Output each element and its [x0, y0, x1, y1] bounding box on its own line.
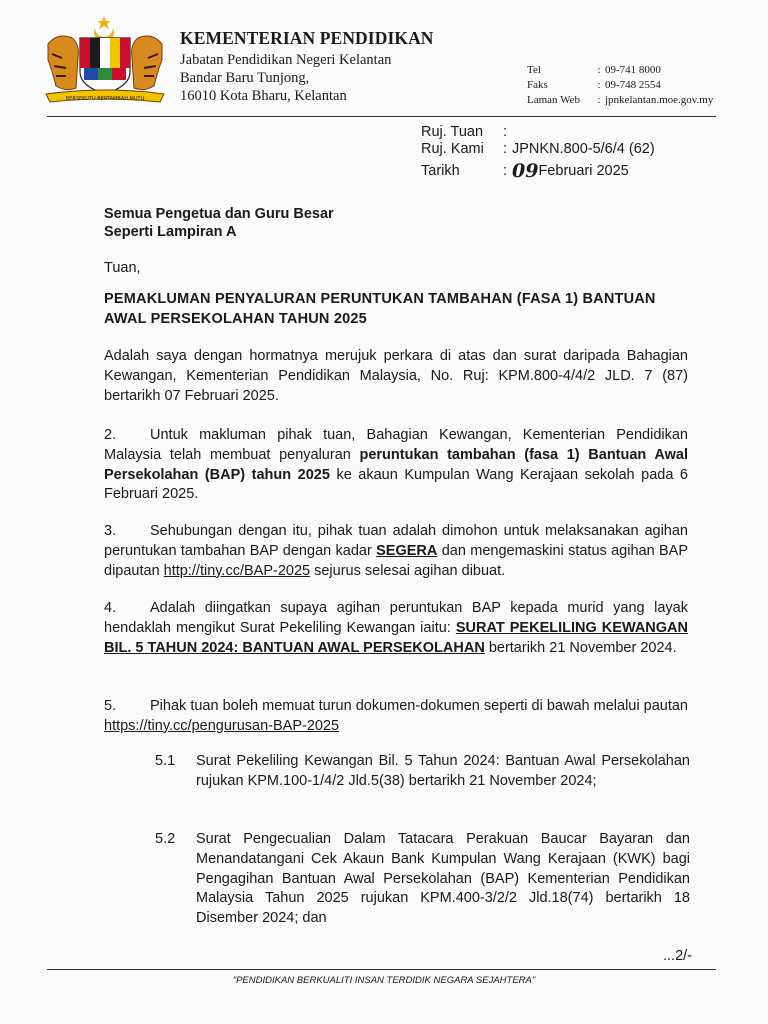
coat-of-arms-logo [40, 14, 170, 106]
recipient-line-2: Seperti Lampiran A [104, 224, 237, 240]
paragraph-3-text-c: sejurus selesai agihan dibuat. [310, 562, 506, 579]
subitem-5-2 [155, 830, 690, 929]
subitem-5-2-text: Surat Pengecualian Dalam Tatacara Perakuan Baucar Bayaran dan Menandatangani Cek Akaun Bank Kumpulan Wang Kerajaan (KWK) bagi Pengagihan Bantuan Awal Persekolahan (BAP) Kementerian Pendidikan Malaysia Tahun 2025 rujukan KPM.400-3/2/2 Jld.18(74) bertarikh 18 Disember 2024; dan [196, 831, 690, 927]
ref-kami-value: JPNKN.800-5/6/4 (62) [512, 141, 655, 157]
ref-date: Tarikh : 09Februari 2025 [421, 160, 629, 182]
subitem-5-1 [155, 752, 690, 792]
svg-text:BERSEKUTU BERTAMBAH MUTU: BERSEKUTU BERTAMBAH MUTU [65, 96, 145, 102]
paragraph-3-number: 3. [104, 523, 117, 539]
contact-web-label: Laman Web [527, 94, 580, 106]
ref-kami-label: Ruj. Kami [421, 141, 484, 157]
ref-tuan: Ruj. Tuan : [421, 124, 508, 140]
contact-fax-label: Faks [527, 79, 548, 91]
salutation: Tuan, [104, 260, 141, 276]
address-line-3: 16010 Kota Bharu, Kelantan [180, 88, 347, 104]
paragraph-3-text-b: dan mengemaskini status agihan BAP dipautan [104, 542, 688, 579]
page-continuation: ...2/- [662, 948, 692, 964]
bap-status-link[interactable]: http://tiny.cc/BAP-2025 [163, 562, 311, 579]
recipient-line-1: Semua Pengetua dan Guru Besar [104, 206, 334, 222]
contact-tel-label: Tel [527, 64, 541, 76]
paragraph-5-number: 5. [104, 698, 117, 714]
paragraph-5 [104, 697, 688, 737]
contact-web [527, 94, 713, 106]
ref-date-label: Tarikh [421, 163, 460, 179]
paragraph-4-number: 4. [104, 600, 117, 616]
paragraph-3-text-a: Sehubungan dengan itu, pihak tuan adalah dimohon untuk melaksanakan agihan peruntukan tambahan BAP dengan kadar [104, 523, 688, 559]
ref-kami: Ruj. Kami : JPNKN.800-5/6/4 (62) [421, 141, 655, 157]
paragraph-5-text-a: Pihak tuan boleh memuat turun dokumen-dokumen seperti di bawah melalui pautan [150, 698, 688, 714]
letter-subject: PEMAKLUMAN PENYALURAN PERUNTUKAN TAMBAHAN (FASA 1) BANTUAN AWAL PERSEKOLAHAN TAHUN 2025 [104, 291, 656, 327]
contact-fax [527, 79, 661, 91]
contact-fax-sep: : [597, 79, 601, 91]
subitem-5-1-text: Surat Pekeliling Kewangan Bil. 5 Tahun 2024: Bantuan Awal Persekolahan rujukan KPM.100-1/4/2 Jld.5(38) bertarikh 21 November 2024; [196, 753, 690, 789]
contact-fax-value: 09-748 2554 [605, 79, 661, 91]
circular-title-emphasis: SURAT PEKELILING KEWANGAN BIL. 5 TAHUN 2024: BANTUAN AWAL PERSEKOLAHAN [104, 619, 688, 656]
subitem-5-1-number: 5.1 [155, 753, 176, 769]
paragraph-4-text-a: Adalah diingatkan supaya agihan peruntukan BAP kepada murid yang layak hendaklah mengikut Surat Pekeliling Kewangan iaitu: [104, 600, 688, 636]
contact-web-sep: : [597, 94, 601, 106]
contact-tel-sep: : [597, 64, 601, 76]
paragraph-3 [104, 522, 688, 581]
ref-date-month-year: Februari 2025 [538, 163, 629, 179]
ref-tuan-label: Ruj. Tuan [421, 124, 484, 140]
paragraph-4-text-b: bertarikh 21 November 2024. [484, 639, 677, 656]
segera-emphasis: SEGERA [376, 542, 438, 559]
download-documents-link[interactable]: https://tiny.cc/pengurusan-BAP-2025 [104, 717, 340, 734]
header-divider [47, 116, 716, 117]
paragraph-4 [104, 599, 688, 658]
paragraph-2-bold: peruntukan tambahan (fasa 1) Bantuan Awal Persekolahan (BAP) tahun 2025 [104, 446, 688, 483]
handwritten-day: 09 [512, 160, 539, 182]
paragraph-1: Adalah saya dengan hormatnya merujuk perkara di atas dan surat daripada Bahagian Kewangan, Kementerian Pendidikan Malaysia, No. Ruj: KPM.800-4/4/2 JLD. 7 (87) bertarikh 07 Februari 2025. [104, 348, 688, 404]
address-line-1: Jabatan Pendidikan Negeri Kelantan [180, 52, 392, 68]
footer-motto: "PENDIDIKAN BERKUALITI INSAN TERDIDIK NEGARA SEJAHTERA" [232, 975, 536, 986]
ministry-name: KEMENTERIAN PENDIDIKAN [180, 28, 434, 48]
paragraph-2-text-b: ke akaun Kumpulan Wang Kerajaan sekolah pada 6 Februari 2025. [104, 466, 688, 503]
paragraph-2 [104, 426, 688, 505]
paragraph-2-text-a: Untuk makluman pihak tuan, Bahagian Kewangan, Kementerian Pendidikan Malaysia telah membuat penyaluran [104, 427, 688, 463]
footer-divider [47, 969, 716, 970]
subitem-5-2-number: 5.2 [155, 831, 176, 847]
contact-web-value: jpnkelantan.moe.gov.my [605, 94, 714, 106]
contact-tel [527, 64, 661, 76]
address-line-2: Bandar Baru Tunjong, [180, 70, 310, 86]
paragraph-2-number: 2. [104, 427, 117, 443]
contact-tel-value: 09-741 8000 [605, 64, 661, 76]
